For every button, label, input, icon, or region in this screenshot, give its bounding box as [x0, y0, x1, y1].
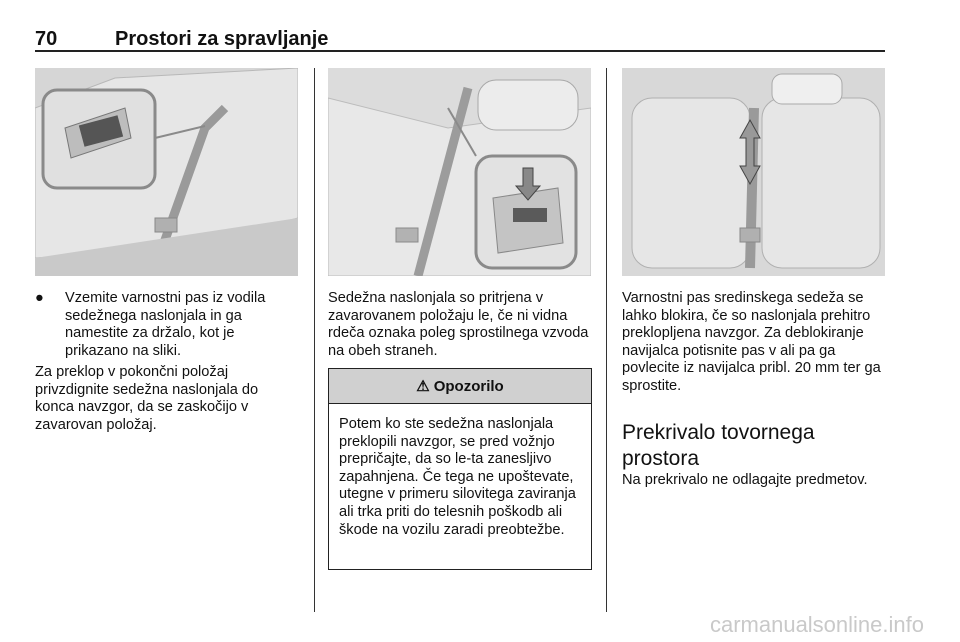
figure-belt-guide: [35, 68, 298, 276]
warning-header: [329, 369, 591, 404]
section-heading: Prekrivalo tovornega prostora: [622, 421, 815, 470]
paragraph-col1: Za preklop v pokončni položaj privzdignite sedežna naslonjala do konca navzgor, da se zaskočijo v zavarovan položaj.: [35, 364, 259, 433]
warning-icon: ⚠: [416, 378, 430, 395]
figure-middle-belt: [622, 68, 885, 276]
figure-seat-latch: [328, 68, 591, 276]
paragraph-col2: Sedežna naslonjala so pritrjena v zavarovanem položaju le, če ni vidna rdeča oznaka poleg sprostilnega vzvoda na obeh straneh.: [328, 290, 589, 359]
column-divider-left: [314, 68, 315, 612]
bullet-marker: ●: [35, 290, 44, 306]
paragraph-col3: Varnostni pas sredinskega sedeža se lahko blokira, če so naslonjala prehitro preklopljena navzgor. Za deblokiranje navijalca potisnite pas v ali pa ga povlecite iz navijalca pribl. 20 mm ter ga sprostite.: [622, 290, 881, 394]
warning-box: [328, 368, 592, 570]
page-header: [35, 28, 885, 52]
page-number: 70: [35, 28, 58, 50]
page-title: Prostori za spravljanje: [115, 28, 329, 50]
section-text: Na prekrivalo ne odlagajte predmetov.: [622, 472, 868, 488]
warning-title: Opozorilo: [433, 377, 504, 395]
header-rule: [35, 50, 885, 52]
watermark: carmanualsonline.info: [709, 612, 924, 637]
column-divider-right: [606, 68, 607, 612]
bullet-text: Vzemite varnostni pas iz vodila sedežnega naslonjala in ga namestite za držalo, kot je prikazano na sliki.: [65, 290, 266, 359]
warning-text: Potem ko ste sedežna naslonjala preklopili navzgor, se pred vožnjo prepričajte, da so le-ta zanesljivo zapahnjena. Če tega ne upoštevate, utegne v primeru silovitega zaviranja ali trka priti do telesnih poškodb ali škode na vozilu zaradi preobtežbe.: [339, 416, 576, 538]
